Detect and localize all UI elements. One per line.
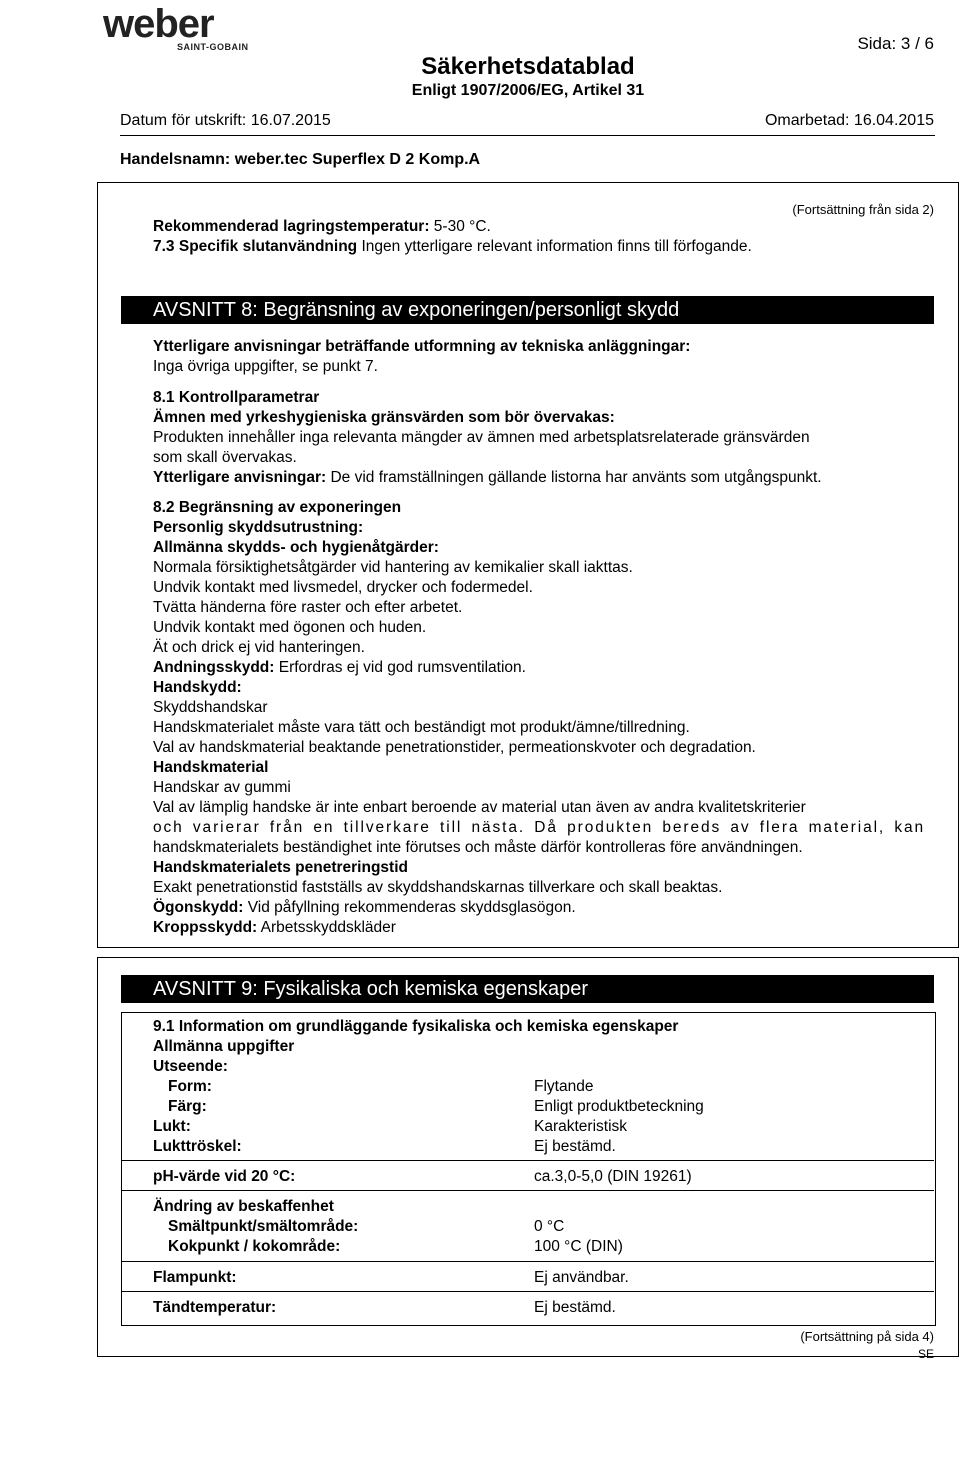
continued-to: (Fortsättning på sida 4) [800, 1329, 934, 1344]
boiling-label: Kokpunkt / kokområde: [168, 1238, 341, 1255]
odor-label: Lukt: [153, 1118, 191, 1135]
material-label: Handskmaterial [153, 759, 269, 776]
subsection-8-1: 8.1 Kontrollparametrar [153, 389, 320, 406]
ignition-value: Ej bestämd. [534, 1299, 616, 1316]
material-line: och varierar från en tillverkare till nästa. Då produkten bereds av flera material, kan [153, 819, 926, 836]
melting-label: Smältpunkt/smältområde: [168, 1218, 359, 1235]
melting-value: 0 °C [534, 1218, 565, 1235]
hand-line: Val av handskmaterial beaktande penetrationstider, permeationskvoter och degradation. [153, 739, 756, 756]
general-line: Undvik kontakt med livsmedel, drycker och fodermedel. [153, 579, 533, 596]
logo-subtext: SAINT-GOBAIN [177, 42, 249, 52]
state-change-label: Ändring av beskaffenhet [153, 1198, 334, 1215]
general-line: Ät och drick ej vid hanteringen. [153, 639, 365, 656]
flash-value: Ej användbar. [534, 1269, 629, 1286]
document-subtitle: Enligt 1907/2006/EG, Artikel 31 [411, 82, 645, 99]
general-info: Allmänna uppgifter [153, 1038, 295, 1055]
row-divider [121, 1190, 934, 1191]
storage-label: Rekommenderad lagringstemperatur: [153, 218, 430, 235]
substances-label: Ämnen med yrkeshygieniska gränsvärden som bör övervakas: [153, 409, 615, 426]
tech-value: Inga övriga uppgifter, se punkt 7. [153, 358, 378, 375]
weber-logo [103, 2, 253, 52]
threshold-label: Lukttröskel: [153, 1138, 242, 1155]
eye-value: Vid påfyllning rekommenderas skyddsglasögon. [243, 899, 576, 916]
material-line: Handskar av gummi [153, 779, 291, 796]
hand-label: Handskydd: [153, 679, 242, 696]
form-label: Form: [168, 1078, 212, 1095]
odor-value: Karakteristisk [534, 1118, 628, 1135]
respiratory-protection [153, 659, 526, 677]
hand-line: Handskmaterialet måste vara tätt och beständigt mot produkt/ämne/tillredning. [153, 719, 690, 736]
logo-text: weber [103, 2, 214, 46]
flash-label: Flampunkt: [153, 1269, 237, 1286]
specific-value: Ingen ytterligare relevant information finns till förfogande. [357, 238, 752, 255]
boiling-value: 100 °C (DIN) [534, 1238, 623, 1255]
body-protection [153, 919, 396, 937]
further-value: De vid framställningen gällande listorna har använts som utgångspunkt. [326, 469, 822, 486]
header-divider [120, 135, 935, 136]
form-value: Flytande [534, 1078, 594, 1095]
document-title: Säkerhetsdatablad [421, 53, 635, 80]
substances-text-1: Produkten innehåller inga relevanta mängder av ämnen med arbetsplatsrelaterade gränsvärden [153, 429, 810, 446]
subsection-8-2: 8.2 Begränsning av exponeringen [153, 499, 402, 516]
page-number: Sida: 3 / 6 [857, 34, 934, 53]
appearance-label: Utseende: [153, 1058, 228, 1075]
continued-from: (Fortsättning från sida 2) [792, 202, 934, 217]
substances-text-2: som skall övervakas. [153, 449, 297, 466]
storage-temp [153, 218, 491, 236]
eye-protection [153, 899, 576, 917]
material-line: handskmaterialets beständighet inte förutses och måste därför kontrolleras före användningen. [153, 839, 803, 856]
hand-line: Skyddshandskar [153, 699, 268, 716]
revised-date: Omarbetad: 16.04.2015 [764, 112, 934, 129]
language-code: SE [917, 1347, 934, 1361]
specific-label: 7.3 Specifik slutanvändning [153, 238, 358, 255]
row-divider [121, 1160, 934, 1161]
eye-label: Ögonskydd: [153, 899, 244, 916]
general-line: Tvätta händerna före raster och efter arbetet. [153, 599, 463, 616]
further-label: Ytterligare anvisningar: [153, 469, 327, 486]
penetration-label: Handskmaterialets penetreringstid [153, 859, 408, 876]
color-value: Enligt produktbeteckning [534, 1098, 704, 1115]
print-date: Datum för utskrift: 16.07.2015 [120, 112, 331, 129]
general-line: Undvik kontakt med ögonen och huden. [153, 619, 427, 636]
penetration-value: Exakt penetrationstid fastställs av skyddshandskarnas tillverkare och skall beaktas. [153, 879, 723, 896]
ignition-label: Tändtemperatur: [153, 1299, 277, 1316]
section-8-heading: AVSNITT 8: Begränsning av exponeringen/personligt skydd [121, 296, 934, 324]
body-value: Arbetsskyddskläder [257, 919, 396, 936]
storage-value: 5-30 °C. [429, 218, 491, 235]
specific-use [153, 238, 752, 256]
subsection-9-1: 9.1 Information om grundläggande fysikaliska och kemiska egenskaper [153, 1018, 679, 1035]
resp-value: Erfordras ej vid god rumsventilation. [274, 659, 526, 676]
body-label: Kroppsskydd: [153, 919, 258, 936]
threshold-value: Ej bestämd. [534, 1138, 616, 1155]
section-9-heading: AVSNITT 9: Fysikaliska och kemiska egenskaper [121, 975, 934, 1003]
material-line: Val av lämplig handske är inte enbart beroende av material utan även av andra kvalitetskriterier [153, 799, 806, 816]
further-instructions [153, 469, 822, 487]
ppe-label: Personlig skyddsutrustning: [153, 519, 364, 536]
row-divider [121, 1291, 934, 1292]
color-label: Färg: [168, 1098, 207, 1115]
ph-label: pH-värde vid 20 °C: [153, 1168, 296, 1185]
tech-label: Ytterligare anvisningar beträffande utformning av tekniska anläggningar: [153, 338, 691, 355]
row-divider [121, 1261, 934, 1262]
trade-name: Handelsnamn: weber.tec Superflex D 2 Komp.A [120, 151, 481, 168]
resp-label: Andningsskydd: [153, 659, 275, 676]
ph-value: ca.3,0-5,0 (DIN 19261) [534, 1168, 692, 1185]
general-measures-label: Allmänna skydds- och hygienåtgärder: [153, 539, 439, 556]
general-line: Normala försiktighetsåtgärder vid hantering av kemikalier skall iakttas. [153, 559, 633, 576]
